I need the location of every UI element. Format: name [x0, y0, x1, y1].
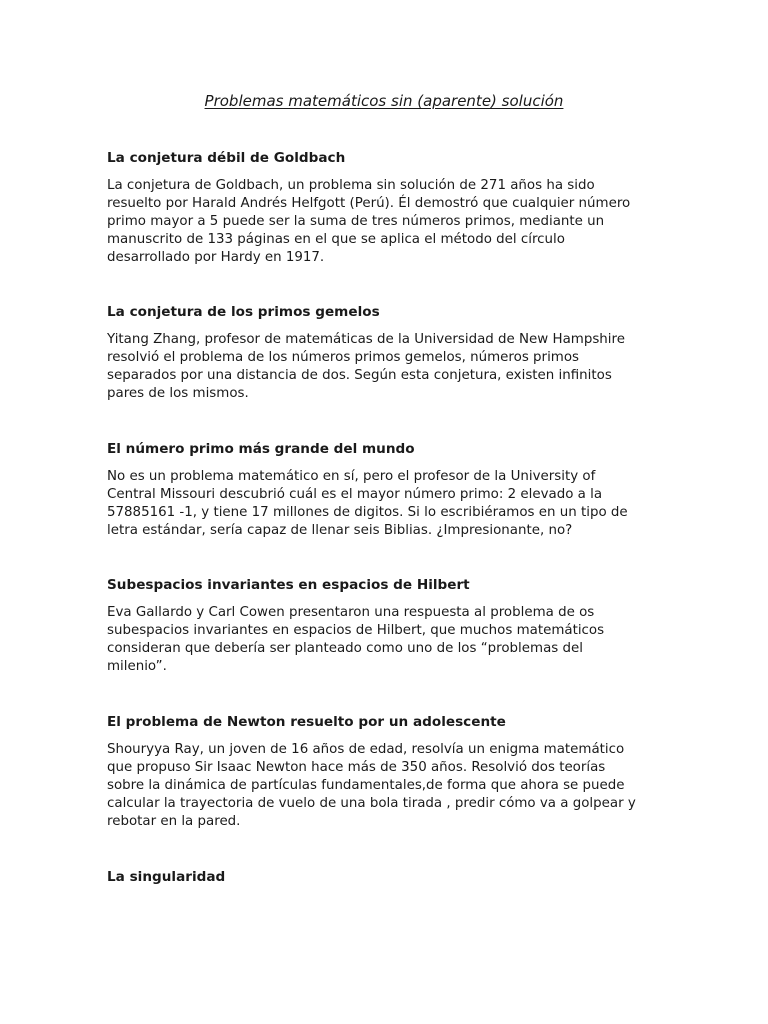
section-heading: El problema de Newton resuelto por un adolescente — [107, 714, 506, 730]
section-body: Yitang Zhang, profesor de matemáticas de la Universidad de New Hampshire resolvió el problema de los números primos gemelos, números primos separados por una distancia de dos. Según esta conjetura, existen infinitos pares de los mismos. — [107, 332, 625, 401]
section-body: La conjetura de Goldbach, un problema sin solución de 271 años ha sido resuelto por Harald Andrés Helfgott (Perú). Él demostró que cualquier número primo mayor a 5 puede ser la suma de tres números primos, mediante un manuscrito de 133 páginas en el que se aplica el método del círculo desarrollado por Hardy en 1917. — [107, 178, 631, 265]
section-twin-primes — [107, 303, 667, 403]
section-heading: La singularidad — [107, 869, 226, 885]
section-heading: Subespacios invariantes en espacios de Hilbert — [107, 577, 470, 593]
document-title: Problemas matemáticos sin (aparente) solución — [204, 92, 564, 110]
section-heading: La conjetura de los primos gemelos — [107, 304, 380, 320]
section-goldbach — [107, 149, 667, 267]
section-body: Shouryya Ray, un joven de 16 años de edad, resolvía un enigma matemático que propuso Sir Isaac Newton hace más de 350 años. Resolvió dos teorías sobre la dinámica de partículas fundamentales,de forma que ahora se puede calcular la trayectoria de vuelo de una bola tirada , predir cómo va a golpear y rebotar en la pared. — [107, 742, 636, 829]
section-singularity — [107, 868, 667, 886]
section-newton — [107, 713, 667, 831]
section-hilbert — [107, 576, 667, 676]
section-heading: La conjetura débil de Goldbach — [107, 150, 346, 166]
section-body: No es un problema matemático en sí, pero el profesor de la University of Central Missouri descubrió cuál es el mayor número primo: 2 elevado a la 57885161 -1, y tiene 17 millones de digitos. Si lo escribiéramos en un tipo de letra estándar, sería capaz de llenar seis Biblias. ¿Impresionante, no? — [107, 469, 628, 538]
section-largest-prime — [107, 440, 667, 540]
section-heading: El número primo más grande del mundo — [107, 441, 415, 457]
section-body: Eva Gallardo y Carl Cowen presentaron una respuesta al problema de os subespacios invariantes en espacios de Hilbert, que muchos matemáticos consideran que debería ser planteado como uno de los “problemas del milenio”. — [107, 605, 605, 674]
